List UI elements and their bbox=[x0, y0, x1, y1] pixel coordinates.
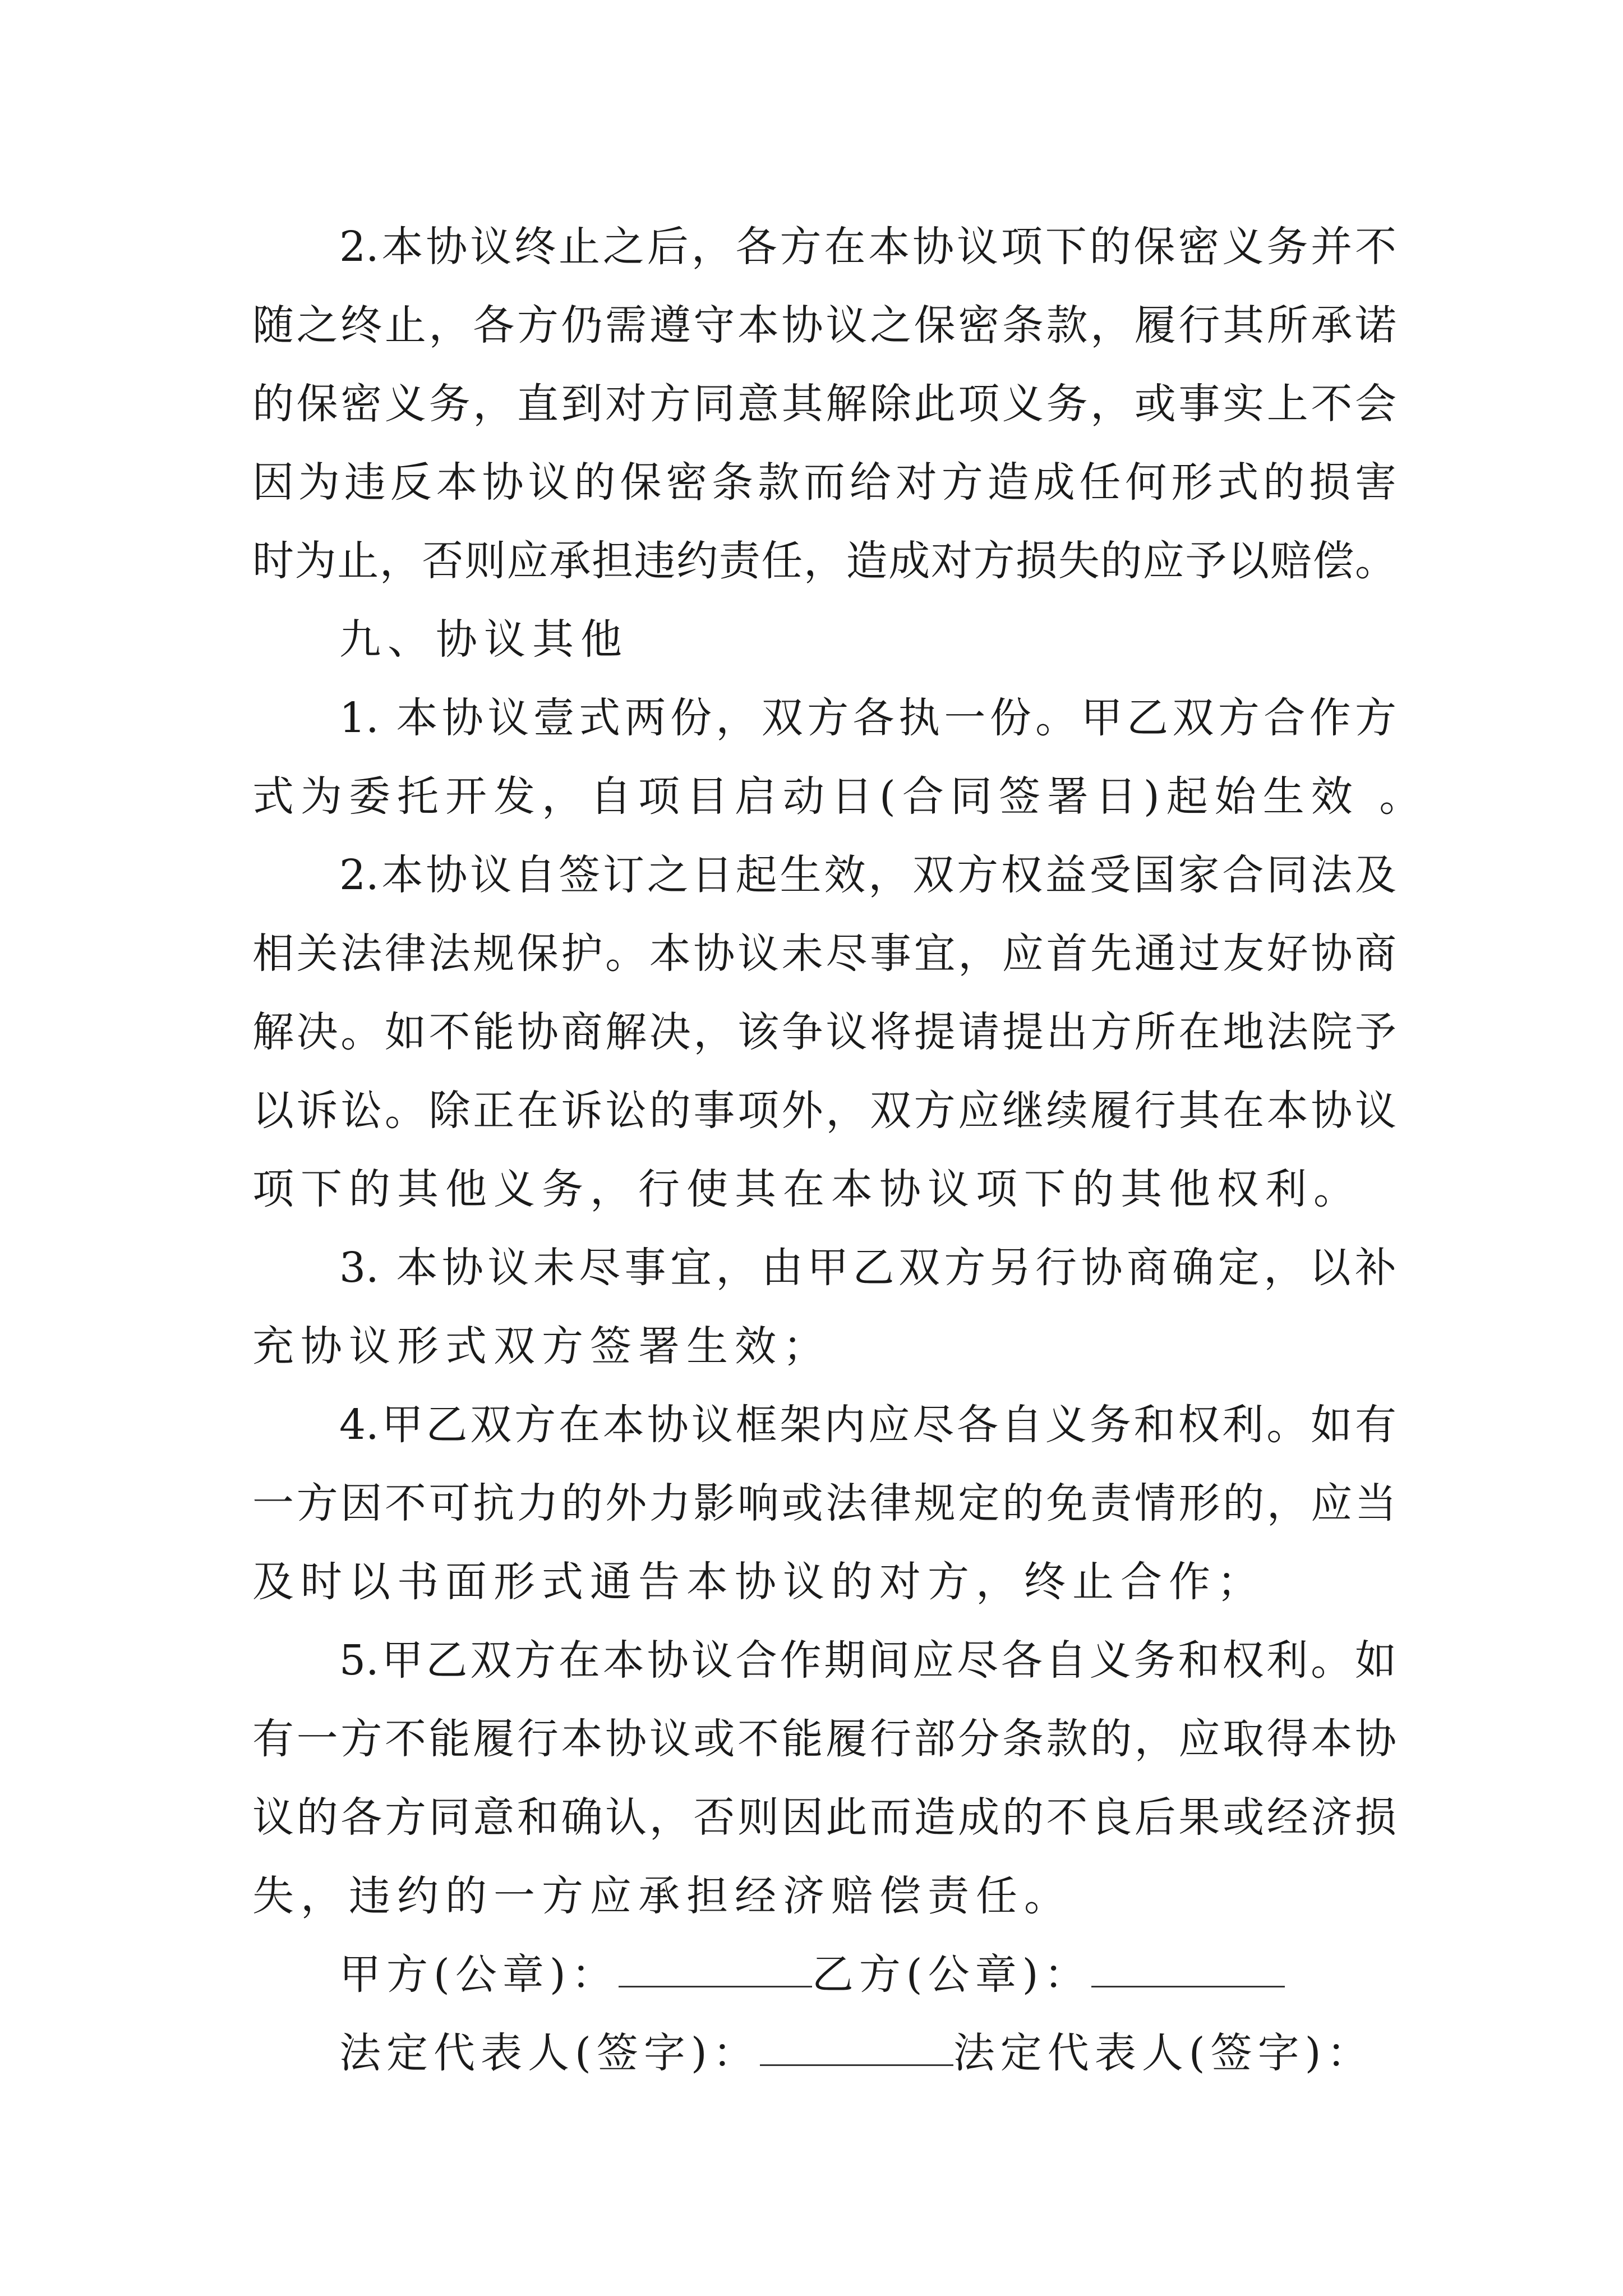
paragraph-line: 式为委托开发，自项目启动日(合同签署日)起始生效 。 bbox=[252, 772, 1428, 821]
paragraph-line: 1. 本协议壹式两份，双方各执一份。甲乙双方合作方 bbox=[339, 694, 1396, 742]
paragraph-line: 5.甲乙双方在本协议合作期间应尽各自义务和权利。如 bbox=[339, 1636, 1396, 1685]
paragraph-line: 的保密义务，直到对方同意其解除此项义务，或事实上不会 bbox=[252, 380, 1396, 428]
paragraph-line: 随之终止，各方仍需遵守本协议之保密条款，履行其所承诺 bbox=[252, 301, 1396, 349]
paragraph-line: 因为违反本协议的保密条款而给对方造成任何形式的损害 bbox=[252, 458, 1396, 507]
party-b-seal-label: 乙方(公章)： bbox=[811, 1950, 1091, 1999]
paragraph-line: 时为止，否则应承担违约责任，造成对方损失的应予以赔偿。 bbox=[252, 537, 1396, 585]
paragraph-line: 相关法律法规保护。本协议未尽事宜，应首先通过友好协商 bbox=[252, 930, 1396, 978]
party-a-seal-label: 甲方(公章)： bbox=[339, 1950, 619, 1999]
paragraph-line: 一方因不可抗力的外力影响或法律规定的免责情形的，应当 bbox=[252, 1479, 1396, 1527]
paragraph-line: 2.本协议终止之后，各方在本协议项下的保密义务并不 bbox=[339, 223, 1396, 271]
paragraph-line: 2.本协议自签订之日起生效，双方权益受国家合同法及 bbox=[339, 851, 1396, 899]
paragraph-line: 解决。如不能协商解决，该争议将提请提出方所在地法院予 bbox=[252, 1008, 1396, 1056]
legal-rep-row bbox=[339, 2014, 1374, 2092]
paragraph-line: 有一方不能履行本协议或不能履行部分条款的，应取得本协 bbox=[252, 1715, 1396, 1763]
seal-row bbox=[339, 1935, 1285, 2014]
paragraph-line: 以诉讼。除正在诉讼的事项外，双方应继续履行其在本协议 bbox=[252, 1087, 1396, 1135]
legal-rep-a-label: 法定代表人(签字)： bbox=[339, 2029, 760, 2077]
paragraph-line: 及时以书面形式通告本协议的对方，终止合作； bbox=[252, 1558, 1265, 1606]
paragraph-line: 4.甲乙双方在本协议框架内应尽各自义务和权利。如有 bbox=[339, 1401, 1396, 1449]
party-b-seal-blank[interactable] bbox=[1091, 1985, 1285, 1987]
party-a-seal-blank[interactable] bbox=[619, 1985, 812, 1987]
paragraph-line: 项下的其他义务，行使其在本协议项下的其他权利。 bbox=[252, 1165, 1362, 1213]
paragraph-line: 3. 本协议未尽事宜，由甲乙双方另行协商确定，以补 bbox=[339, 1244, 1396, 1292]
paragraph-line: 充协议形式双方签署生效； bbox=[252, 1322, 831, 1370]
legal-rep-b-label: 法定代表人(签字)： bbox=[953, 2029, 1374, 2077]
paragraph-line: 失，违约的一方应承担经济赔偿责任。 bbox=[252, 1872, 1072, 1920]
paragraph-line: 议的各方同意和确认，否则因此而造成的不良后果或经济损 bbox=[252, 1793, 1396, 1842]
legal-rep-a-blank[interactable] bbox=[760, 2063, 953, 2066]
section-heading: 九、协议其他 bbox=[339, 615, 629, 664]
